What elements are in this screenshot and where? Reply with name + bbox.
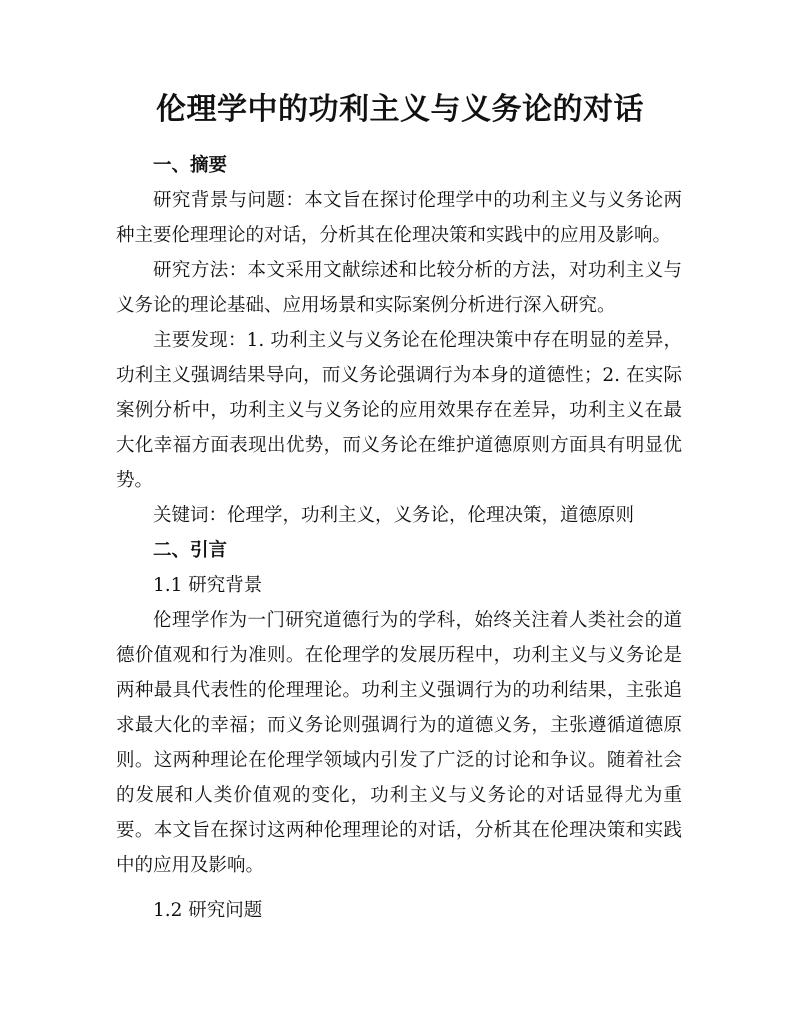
abstract-findings-paragraph: 主要发现：1. 功利主义与义务论在伦理决策中存在明显的差异，功利主义强调结果导向，而义务论强调行为本身的道德性；2. 在实际案例分析中，功利主义与义务论的应用效果存在差异，功利主义在最大化幸福方面表现出优势，而义务论在维护道德原则方面具有明显优势。 xyxy=(116,330,682,491)
research-question-subheading: 1.2 研究问题 xyxy=(153,900,263,921)
research-background-subheading: 1.1 研究背景 xyxy=(153,575,263,596)
document-title: 伦理学中的功利主义与义务论的对话 xyxy=(156,92,644,127)
introduction-paragraph: 伦理学作为一门研究道德行为的学科，始终关注着人类社会的道德价值观和行为准则。在伦理学的发展历程中，功利主义与义务论是两种最具代表性的伦理理论。功利主义强调行为的功利结果，主张追求最大化的幸福；而义务论则强调行为的道德义务，主张遵循道德原则。这两种理论在伦理学领域内引发了广泛的讨论和争议。随着社会的发展和人类价值观的变化，功利主义与义务论的对话显得尤为重要。本文旨在探讨这两种伦理理论的对话，分析其在伦理决策和实践中的应用及影响。 xyxy=(116,610,682,876)
abstract-methods-paragraph: 研究方法：本文采用文献综述和比较分析的方法，对功利主义与义务论的理论基础、应用场景和实际案例分析进行深入研究。 xyxy=(116,260,682,316)
abstract-heading: 一、摘要 xyxy=(153,155,228,176)
introduction-heading: 二、引言 xyxy=(153,540,228,561)
keywords-line: 关键词：伦理学，功利主义，义务论，伦理决策，道德原则 xyxy=(153,505,635,526)
abstract-background-paragraph: 研究背景与问题：本文旨在探讨伦理学中的功利主义与义务论两种主要伦理理论的对话，分析其在伦理决策和实践中的应用及影响。 xyxy=(116,190,682,246)
document-body xyxy=(116,148,682,928)
